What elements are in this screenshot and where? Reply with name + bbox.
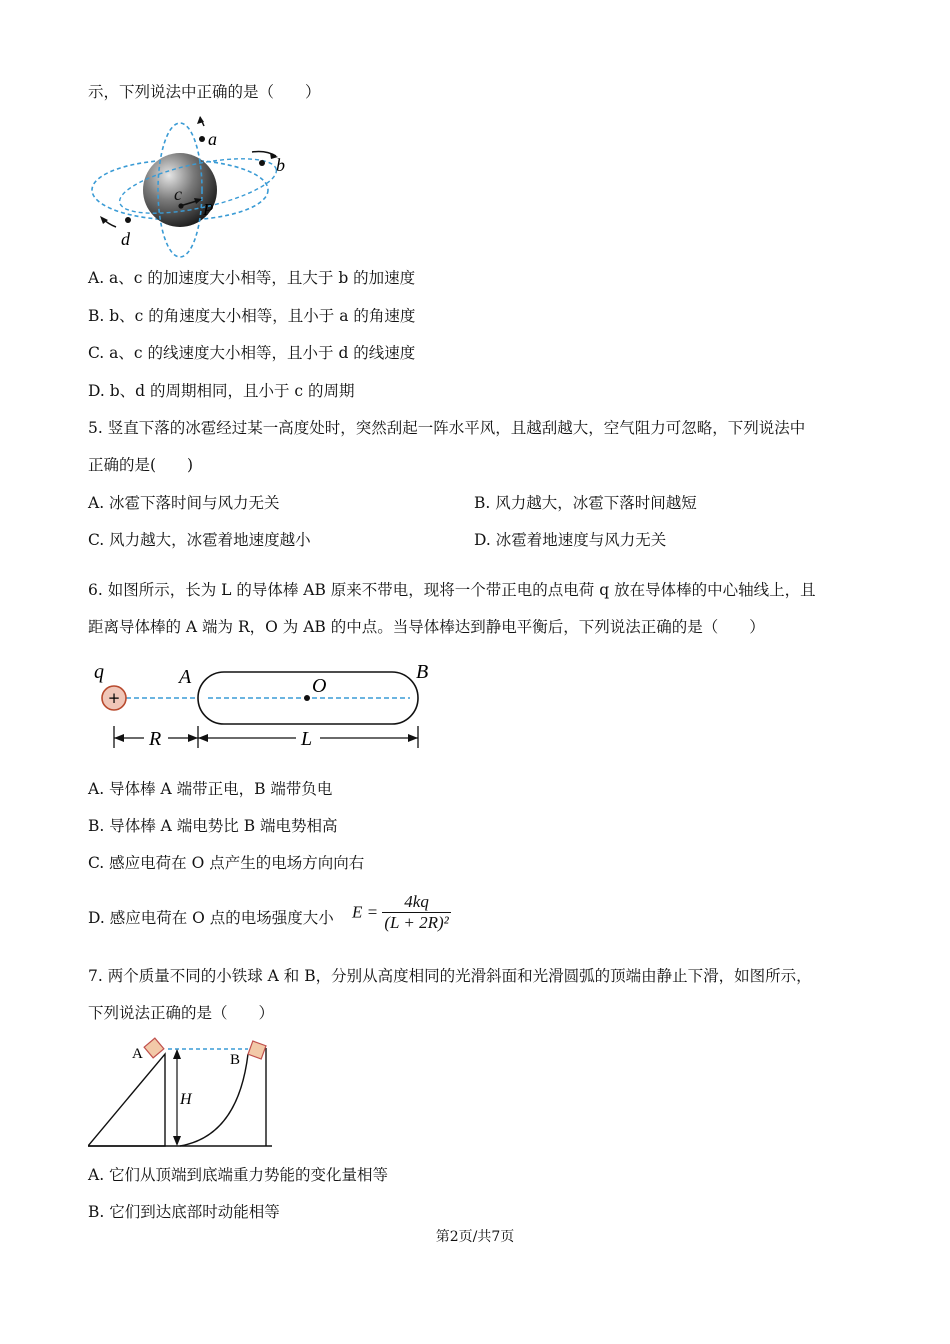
q6-option-d: D. 感应电荷在 O 点的电场强度大小	[88, 909, 334, 927]
q7-stem-line1: 7. 两个质量不同的小铁球 A 和 B，分别从高度相同的光滑斜面和光滑圆弧的顶端由静止下滑，如图所示，	[88, 967, 812, 985]
incline-arc-figure	[88, 1036, 278, 1151]
q7-option-a: A. 它们从顶端到底端重力势能的变化量相等	[88, 1166, 389, 1184]
q6-option-a: A. 导体棒 A 端带正电，B 端带负电	[88, 780, 333, 798]
q5-option-b: B. 风力越大，冰雹下落时间越短	[474, 494, 697, 512]
block-a	[144, 1038, 164, 1058]
label-a: a	[208, 129, 217, 149]
q5-option-d: D. 冰雹着地速度与风力无关	[474, 531, 667, 549]
label-h: H	[180, 1091, 192, 1108]
midpoint-o	[304, 695, 310, 701]
label-q: q	[94, 661, 104, 683]
q6-formula	[352, 892, 451, 933]
satellite-orbit-figure	[88, 112, 308, 260]
label-d: d	[121, 229, 130, 249]
formula-numerator: 4kq	[382, 892, 450, 913]
smooth-incline	[88, 1054, 165, 1146]
q5-option-c: C. 风力越大，冰雹着地速度越小	[88, 531, 311, 549]
formula-denominator: (L + 2R)²	[384, 913, 449, 932]
block-b	[248, 1041, 266, 1059]
label-b-end: B	[416, 661, 429, 683]
label-ball-b: B	[230, 1052, 241, 1068]
q6-option-c: C. 感应电荷在 O 点产生的电场方向向右	[88, 854, 365, 872]
q5-stem-line1: 5. 竖直下落的冰雹经过某一高度处时，突然刮起一阵水平风，且越刮越大，空气阻力可忽略，下列说法中	[88, 419, 806, 437]
q7-option-b: B. 它们到达底部时动能相等	[88, 1203, 280, 1221]
label-a-end: A	[179, 666, 192, 688]
q4-option-c: C. a、c 的线速度大小相等，且小于 d 的线速度	[88, 344, 416, 362]
label-b: b	[276, 155, 285, 175]
label-ball-a: A	[132, 1046, 143, 1062]
formula-fraction	[382, 892, 450, 933]
q7-stem-line2: 下列说法正确的是（ ）	[88, 1004, 275, 1022]
label-r: R	[149, 728, 162, 750]
q4-option-a: A. a、c 的加速度大小相等，且大于 b 的加速度	[88, 269, 416, 287]
q4-stem-tail: 示，下列说法中正确的是（ ）	[88, 83, 321, 101]
label-c: c	[174, 184, 182, 204]
plus-sign: +	[107, 689, 121, 707]
q6-stem-line2: 距离导体棒的 A 端为 R，O 为 AB 的中点。当导体棒达到静电平衡后，下列说法正确的是（ ）	[88, 618, 765, 636]
q4-option-b: B. b、c 的角速度大小相等，且小于 a 的角速度	[88, 307, 416, 325]
q4-option-d: D. b、d 的周期相同，且小于 c 的周期	[88, 382, 355, 400]
q5-option-a: A. 冰雹下落时间与风力无关	[88, 494, 280, 512]
label-p: P	[203, 200, 214, 219]
page-footer: 第2页/共7页	[435, 1229, 515, 1245]
label-l: L	[301, 728, 313, 750]
label-o: O	[312, 675, 327, 697]
formula-lhs: E =	[352, 902, 379, 922]
q5-stem-line2: 正确的是( )	[88, 456, 194, 474]
q6-option-b: B. 导体棒 A 端电势比 B 端电势相高	[88, 817, 338, 835]
conductor-rod-figure	[88, 656, 438, 756]
q6-stem-line1: 6. 如图所示，长为 L 的导体棒 AB 原来不带电，现将一个带正电的点电荷 q 放在导体棒的中心轴线上，且	[88, 581, 816, 599]
